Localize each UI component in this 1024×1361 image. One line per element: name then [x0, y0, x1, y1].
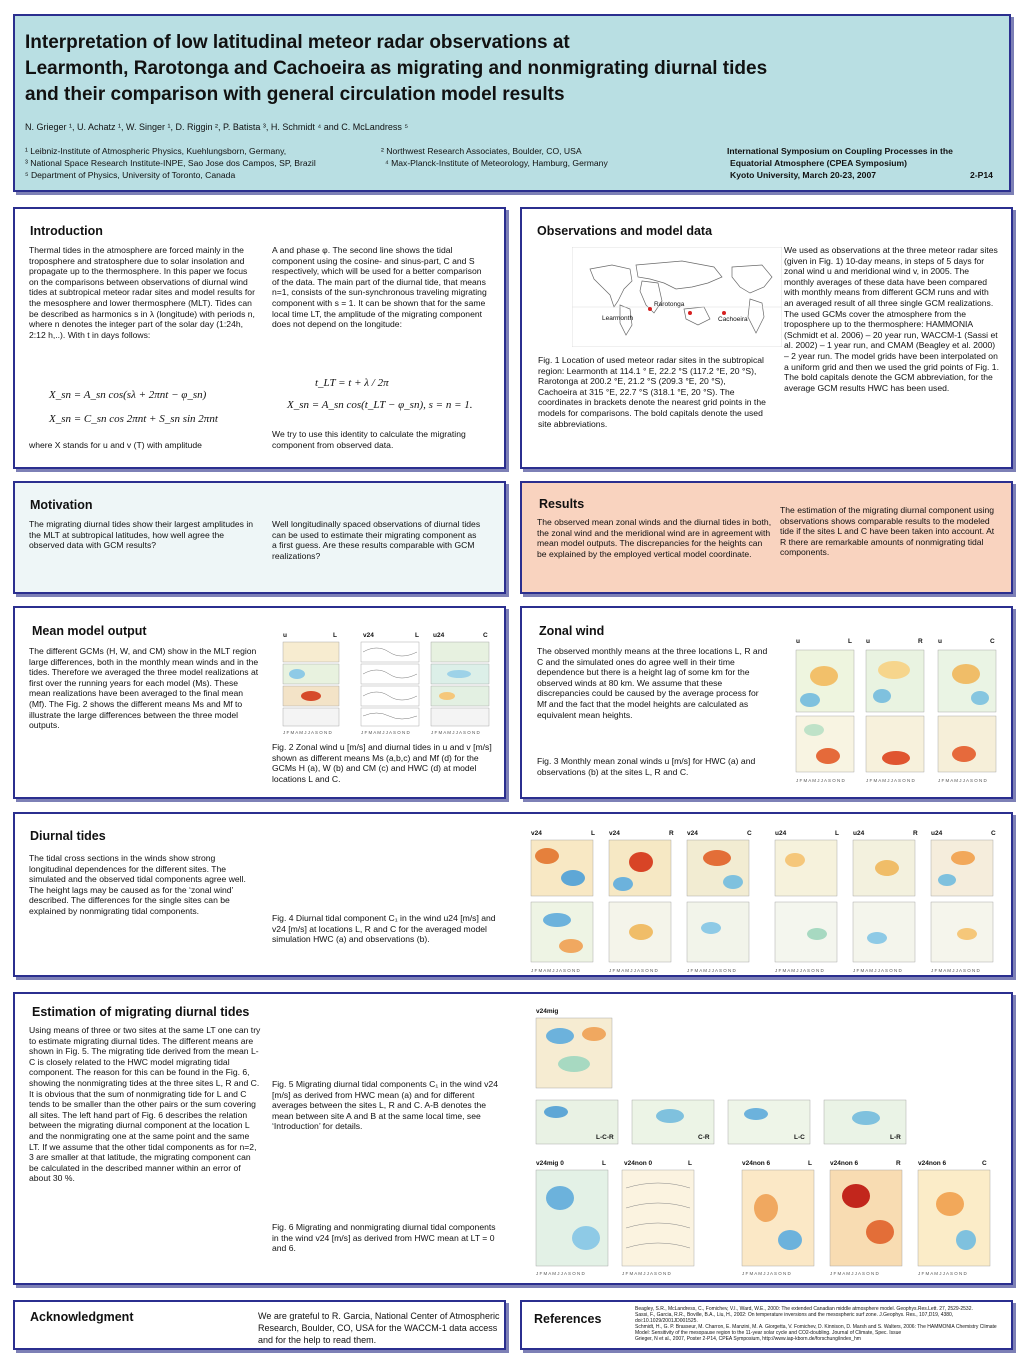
- conference-line-1: International Symposium on Coupling Processes in the: [727, 146, 953, 156]
- introduction-text-col2: A and phase φ. The second line shows the tidal component using the cosine- and sinus-part, C and S respectively, which will be used for a better comparison of the data. The main part of the diurnal tide, that means n=1, consists of the sun-synchronous traveling migrating component with s = 1. It can be shown that for the same local time LT, the amplitude of the migrating component does not depend on the longitude:: [272, 245, 487, 330]
- fig4-label-c2: C: [991, 830, 996, 837]
- figure-3: [784, 638, 1002, 786]
- fig3-label-u3: u: [938, 638, 942, 645]
- svg-text:J F M A M J J A S O N D: J F M A M J J A S O N D: [742, 1271, 791, 1276]
- zonal-wind-text: The observed monthly means at the three locations L, R and C and the simulated ones do agree well in their time dependence but there is a height lag of some km for the observed winds at 80 km. We assume that these discrepancies could be caused by the average process for Mf and the fact that the model heights are calculated as equivalent mean heights.: [537, 646, 768, 720]
- fig3-label-c: C: [990, 638, 995, 645]
- introduction-heading: Introduction: [30, 224, 103, 238]
- fig2-col-u24: [431, 642, 489, 726]
- figure-4-contours: [527, 838, 1003, 974]
- fig5-label-lc: L-C: [794, 1134, 805, 1141]
- introduction-text-col1: Thermal tides in the atmosphere are forced mainly in the troposphere and stratosphere due to solar insolation and propagate up to the thermosphere. In this paper we focus on the comparisons between observations of diurnal wind tides at subtropical meteor radar sites and model results for the mesosphere and lower thermosphere (MLT). Tides can be described as harmonics s in λ (longitude) with periods n, where n denotes the integer part of the solar day (1:24h, 2:12 h,..). With t in days follows:: [29, 245, 255, 340]
- acknowledgment-heading: Acknowledgment: [30, 1310, 134, 1324]
- svg-text:J F M A M J J A S O N D: J F M A M J J A S O N D: [283, 730, 332, 735]
- fig2-label-u24: u24: [433, 632, 445, 639]
- motivation-text-col1: The migrating diurnal tides show their largest amplitudes in the MLT at subtropical latitudes, how well agree the observed data with GCM results?: [29, 519, 254, 551]
- svg-text:J F M A M J J A S O N D: J F M A M J J A S O N D: [531, 968, 580, 973]
- svg-text:J F M A M J J A S O N D: J F M A M J J A S O N D: [622, 1271, 671, 1276]
- svg-text:J F M A M J J A S O N D: J F M A M J J A S O N D: [687, 968, 736, 973]
- svg-text:J F M A M J J A S O N D: J F M A M J J A S O N D: [361, 730, 410, 735]
- fig3-label-l: L: [848, 638, 852, 645]
- svg-text:J F M A M J J A S O N D: J F M A M J J A S O N D: [609, 968, 658, 973]
- fig2-label-c: C: [483, 632, 488, 639]
- estimation-heading: Estimation of migrating diurnal tides: [32, 1005, 250, 1019]
- zonal-wind-heading: Zonal wind: [539, 624, 605, 638]
- header-panel: [13, 14, 1011, 192]
- figure-2: [277, 632, 502, 738]
- figure-5-caption: Fig. 5 Migrating diurnal tidal components C₁ in the wind v24 [m/s] as derived from HWC mean (a) and for different averages between the sites L, R and C. A-B denotes the mean between site A and B at the same local time, see ‘Introduction’ for details.: [272, 1079, 498, 1132]
- map-label-cachoeira: Cachoeira: [718, 316, 748, 323]
- fig5-label-cr: C-R: [698, 1134, 710, 1141]
- motivation-text-col2: Well longitudinally spaced observations of diurnal tides can be used to estimate their migrating component as a first guess. Are these results comparable with GCM realizations?: [272, 519, 481, 561]
- fig2-col-u: [283, 642, 339, 726]
- fig2-label-v24: v24: [363, 632, 374, 639]
- introduction-text-col2-end: We try to use this identity to calculate the migrating component from observed data.: [272, 429, 466, 450]
- introduction-panel: [13, 207, 506, 469]
- learmonth-marker: [688, 311, 692, 315]
- acknowledgment-text: We are grateful to R. Garcia, National Center of Atmospheric Research, Boulder, CO, USA for the WACCM-1 data access and for the help to read them.: [258, 1311, 500, 1345]
- map-label-rarotonga: Rarotonga: [654, 301, 685, 308]
- fig4-label-u24-r: u24: [853, 830, 865, 837]
- introduction-text-col1-end: where X stands for u and v (T) with amplitude: [29, 440, 202, 450]
- fig6-label-non6-c: v24non 6: [918, 1160, 947, 1167]
- affiliation-3: ³ National Space Research Institute-INPE, Sao Jose dos Campos, SP, Brazil: [25, 158, 316, 168]
- equation-1: X_sn = A_sn cos(sλ + 2πnt − φ_sn): [49, 389, 207, 401]
- affiliation-2: ² Northwest Research Associates, Boulder, CO, USA: [381, 146, 582, 156]
- poster-title: Interpretation of low latitudinal meteor radar observations at Learmonth, Rarotonga and Cachoeira as migrating and nonmigrating diurnal tides and their comparison with general circulation model results: [25, 32, 768, 105]
- fig6-label-c: C: [982, 1160, 987, 1167]
- svg-text:J F M A M J J A S O N D: J F M A M J J A S O N D: [938, 778, 987, 783]
- fig5-label-lcr: L-C-R: [596, 1134, 614, 1141]
- diurnal-tides-heading: Diurnal tides: [30, 829, 106, 843]
- map-label-learmonth: Learmonth: [602, 315, 634, 322]
- figure-2-contours: [277, 640, 502, 738]
- figure-6-contours: [520, 1168, 1010, 1278]
- svg-text:J F M A M J J A S O N D: J F M A M J J A S O N D: [866, 778, 915, 783]
- diurnal-tides-panel: [13, 812, 1013, 977]
- mean-model-heading: Mean model output: [32, 624, 147, 638]
- fig4-label-l2: L: [835, 830, 839, 837]
- equation-4: X_sn = A_sn cos(t_LT − φ_sn), s = n = 1.: [287, 399, 473, 411]
- author-list: N. Grieger ¹, U. Achatz ¹, W. Singer ¹, D. Riggin ², P. Batista ³, H. Schmidt ⁴ and C. McLandress ⁵: [25, 122, 409, 132]
- figure-6: [520, 1160, 1010, 1280]
- observations-text: We used as observations at the three meteor radar sites (given in Fig. 1) 10-day means, in steps of 5 days for zonal wind u and meridional wind v, in 2005. The monthly averages of these data have been compared with monthly means from different GCM runs and with an averaged result of all three single GCM realizations. The used GCMs cover the atmosphere from the troposphere up to the thermosphere: HAMMONIA (Schmidt et al. 2006) – 20 year run, WACCM-1 (Sassi et al. 2002) – 1 year run, and CMAM (Beagley et al. 2000) – 2 year run. The model grids have been interpolated on a uniform grid and then we used the grid points of Fig. 1. The bold capitals denote the GCM abbreviation, for the average GCM results HWC has been used.: [784, 245, 999, 393]
- fig6-label-l1: L: [602, 1160, 606, 1167]
- figure-5-contours: [520, 1016, 1010, 1156]
- fig6-label-l2: L: [688, 1160, 692, 1167]
- affiliation-4: ⁴ Max-Planck-Institute of Meteorology, Hamburg, Germany: [385, 158, 608, 168]
- figure-1-caption: Fig. 1 Location of used meteor radar sites in the subtropical region: Learmonth at 114.1 ° E, 22.2 °S (117.2 °E, 20 °S), Rarotonga at 200.2 °E, 21.2 °S (209.3 °E, 20 °S), Cachoeira at 315 °E, 22.7 °S (318.1 °E, 20 °S). The coordinates in brackets denote the nearest grid points in the models for comparisons. The bold capitals denote the used site abbreviations.: [538, 355, 766, 429]
- figure-2-caption: Fig. 2 Zonal wind u [m/s] and diurnal tides in u and v [m/s] shown as different means Ms (a,b,c) and Mf (d) for the GCMs H (a), W (b) and CM (c) and HWC (d) at model locations L and C.: [272, 742, 492, 784]
- references-panel: [520, 1300, 1013, 1350]
- site-map-figure: [572, 247, 782, 347]
- fig6-label-l3: L: [808, 1160, 812, 1167]
- results-heading: Results: [539, 497, 585, 511]
- fig2-label-l1: L: [333, 632, 337, 639]
- zonal-wind-panel: [520, 606, 1013, 799]
- svg-text:J F M A M J J A S O N D: J F M A M J J A S O N D: [796, 778, 845, 783]
- observations-heading: Observations and model data: [537, 224, 713, 238]
- fig5-top-label: v24mig: [536, 1008, 559, 1015]
- fig3-label-u1: u: [796, 638, 800, 645]
- fig2-col-v24: [361, 642, 419, 726]
- fig5-label-lr: L-R: [890, 1134, 901, 1141]
- fig4-label-u24-c: u24: [931, 830, 943, 837]
- results-text-col2: The estimation of the migrating diurnal component using observations shows comparable results to the modeled tide if the sites L and C have been taken into account. At R there are remarkable amounts of nonmigrating tidal components.: [780, 505, 995, 558]
- equation-3: t_LT = t + λ / 2π: [315, 377, 389, 389]
- fig6-label-non0: v24non 0: [624, 1160, 653, 1167]
- fig6-label-r: R: [896, 1160, 901, 1167]
- fig6-label-mig0: v24mig 0: [536, 1160, 564, 1167]
- mean-model-panel: [13, 606, 506, 799]
- rarotonga-marker: [648, 307, 652, 311]
- estimation-panel: [13, 992, 1013, 1285]
- affiliation-1: ¹ Leibniz-Institute of Atmospheric Physics, Kuehlungsborn, Germany,: [25, 146, 287, 156]
- estimation-text: Using means of three or two sites at the same LT one can try to estimate migrating diurnal tides. The different means are shown in Fig. 5. The migrating tide derived from the mean L-C is closely related to the HWC model migrating tidal component. The reason for this can be found in the Fig. 6, showing the nonmigrating tides at the three sites L, R and C. It is obvious that the sum of nonmigrating tide for L and C tends to be smaller than the other pairs or the sum covering all sites. The left hand part of Fig. 6 describes the relation between the migrating diurnal component at the location L and the nonmigrating one at the same point and the same LT. If we assume that the other tidal components as for n=2, 3 are smaller at that latitude, the migrating component can be calculated in the described manner within an error of about 30 %.: [29, 1025, 261, 1184]
- svg-text:J F M A M J J A S O N D: J F M A M J J A S O N D: [918, 1271, 967, 1276]
- reference-item: Schmidt, H., G. P. Brasseur, M. Charron, E. Manzini, M. A. Giorgetta, V. Fomichev, D. Kinnison, D. Marsh and S. Walters, 2006: The HAMMONIA Chemistry Climate Model: Sensitivity of the mesopause region to the 11-year solar cycle and CO2-doubling. Journal of Climate, Spec. Issue: [635, 1324, 997, 1336]
- fig6-label-non6-r: v24non 6: [830, 1160, 859, 1167]
- fig4-label-v24-r: v24: [609, 830, 620, 837]
- fig2-label-l2: L: [415, 632, 419, 639]
- svg-text:J F M A M J J A S O N D: J F M A M J J A S O N D: [775, 968, 824, 973]
- fig4-label-c1: C: [747, 830, 752, 837]
- conference-line-3: Kyoto University, March 20-23, 2007: [730, 170, 876, 180]
- equation-2: X_sn = C_sn cos 2πnt + S_sn sin 2πnt: [49, 413, 218, 425]
- affiliation-5: ⁵ Department of Physics, University of Toronto, Canada: [25, 170, 236, 180]
- figure-6-caption: Fig. 6 Migrating and nonmigrating diurnal tidal components in the wind v24 [m/s] as derived from HWC mean at LT = 0 and 6.: [272, 1222, 496, 1254]
- reference-item: Grieger, N et al., 2007, Poster 2-P14, CPEA Symposium, http://www.iap-kborn.de/forschung/index_hm: [635, 1336, 861, 1342]
- world-map-graphic: [572, 247, 782, 347]
- diurnal-tides-text: The tidal cross sections in the winds show strong longitudinal dependences for the different sites. The simulated and the observed tidal components agree well. The height lags may be caused as for the ‘zonal wind’ described. The differences for the single sites can be explained by nonmigrating tidal components.: [29, 853, 246, 916]
- fig3-label-u2: u: [866, 638, 870, 645]
- fig3-label-r: R: [918, 638, 923, 645]
- svg-text:J F M A M J J A S O N D: J F M A M J J A S O N D: [536, 1271, 585, 1276]
- motivation-panel: [13, 481, 506, 594]
- mean-model-text: The different GCMs (H, W, and CM) show in the MLT region large differences, both in the monthly mean winds and in the tides. Therefore we averaged the three model realizations at first over the running years for each model (Ms). These mean realizations have been averaged to the final mean (Mf). The Fig. 2 shows the different means Ms and Mf to illustrate the large differences between the three model outputs.: [29, 646, 259, 731]
- reference-item: Beagley, S.R., McLandress, C., Fomichev, V.I., Ward, W.E., 2000: The extended Canadian middle atmosphere model. Geophys.Res.Lett. 27, 2529-2532.: [635, 1306, 973, 1312]
- acknowledgment-panel: [13, 1300, 506, 1350]
- fig4-label-r1: R: [669, 830, 674, 837]
- svg-text:J F M A M J J A S O N D: J F M A M J J A S O N D: [830, 1271, 879, 1276]
- fig4-label-l1: L: [591, 830, 595, 837]
- conference-code: 2-P14: [970, 170, 993, 180]
- results-text-col1: The observed mean zonal winds and the diurnal tides in both, the zonal wind and the meridional wind are in agreement with mean model outputs. The discrepancies for the heights can be explained by the employed vertical model coordinate.: [537, 517, 772, 559]
- figure-3-caption: Fig. 3 Monthly mean zonal winds u [m/s] for HWC (a) and observations (b) at the sites L, R and C.: [537, 756, 756, 777]
- references-list: [635, 1306, 1007, 1342]
- fig4-label-u24-l: u24: [775, 830, 787, 837]
- references-heading: References: [534, 1312, 602, 1326]
- svg-text:J F M A M J J A S O N D: J F M A M J J A S O N D: [931, 968, 980, 973]
- fig6-label-non6-l: v24non 6: [742, 1160, 771, 1167]
- motivation-heading: Motivation: [30, 498, 93, 512]
- results-panel: [520, 481, 1013, 594]
- figure-3-contours: [784, 646, 1002, 786]
- observations-panel: [520, 207, 1013, 469]
- figure-4: [527, 830, 1003, 974]
- figure-5: [520, 1006, 1010, 1156]
- conference-line-2: Equatorial Atmosphere (CPEA Symposium): [730, 158, 907, 168]
- cachoeira-marker: [722, 311, 726, 315]
- fig2-label-u: u: [283, 632, 287, 639]
- reference-item: Sassi, F., Garcia, R.R., Boville, B.A., Liu, H., 2002: On temperature inversions and the mesospheric surf zone. J.Geophys. Res., 107,D19, 4380, doi:10.1029/2001JD001525.: [635, 1312, 954, 1324]
- fig4-label-v24-l: v24: [531, 830, 542, 837]
- fig4-label-r2: R: [913, 830, 918, 837]
- fig4-label-v24-c: v24: [687, 830, 698, 837]
- svg-text:J F M A M J J A S O N D: J F M A M J J A S O N D: [853, 968, 902, 973]
- figure-4-caption: Fig. 4 Diurnal tidal component C₁ in the wind u24 [m/s] and v24 [m/s] at locations L, R and C for the averaged model simulation HWC (a) and observations (b).: [272, 913, 496, 945]
- svg-text:J F M A M J J A S O N D: J F M A M J J A S O N D: [431, 730, 480, 735]
